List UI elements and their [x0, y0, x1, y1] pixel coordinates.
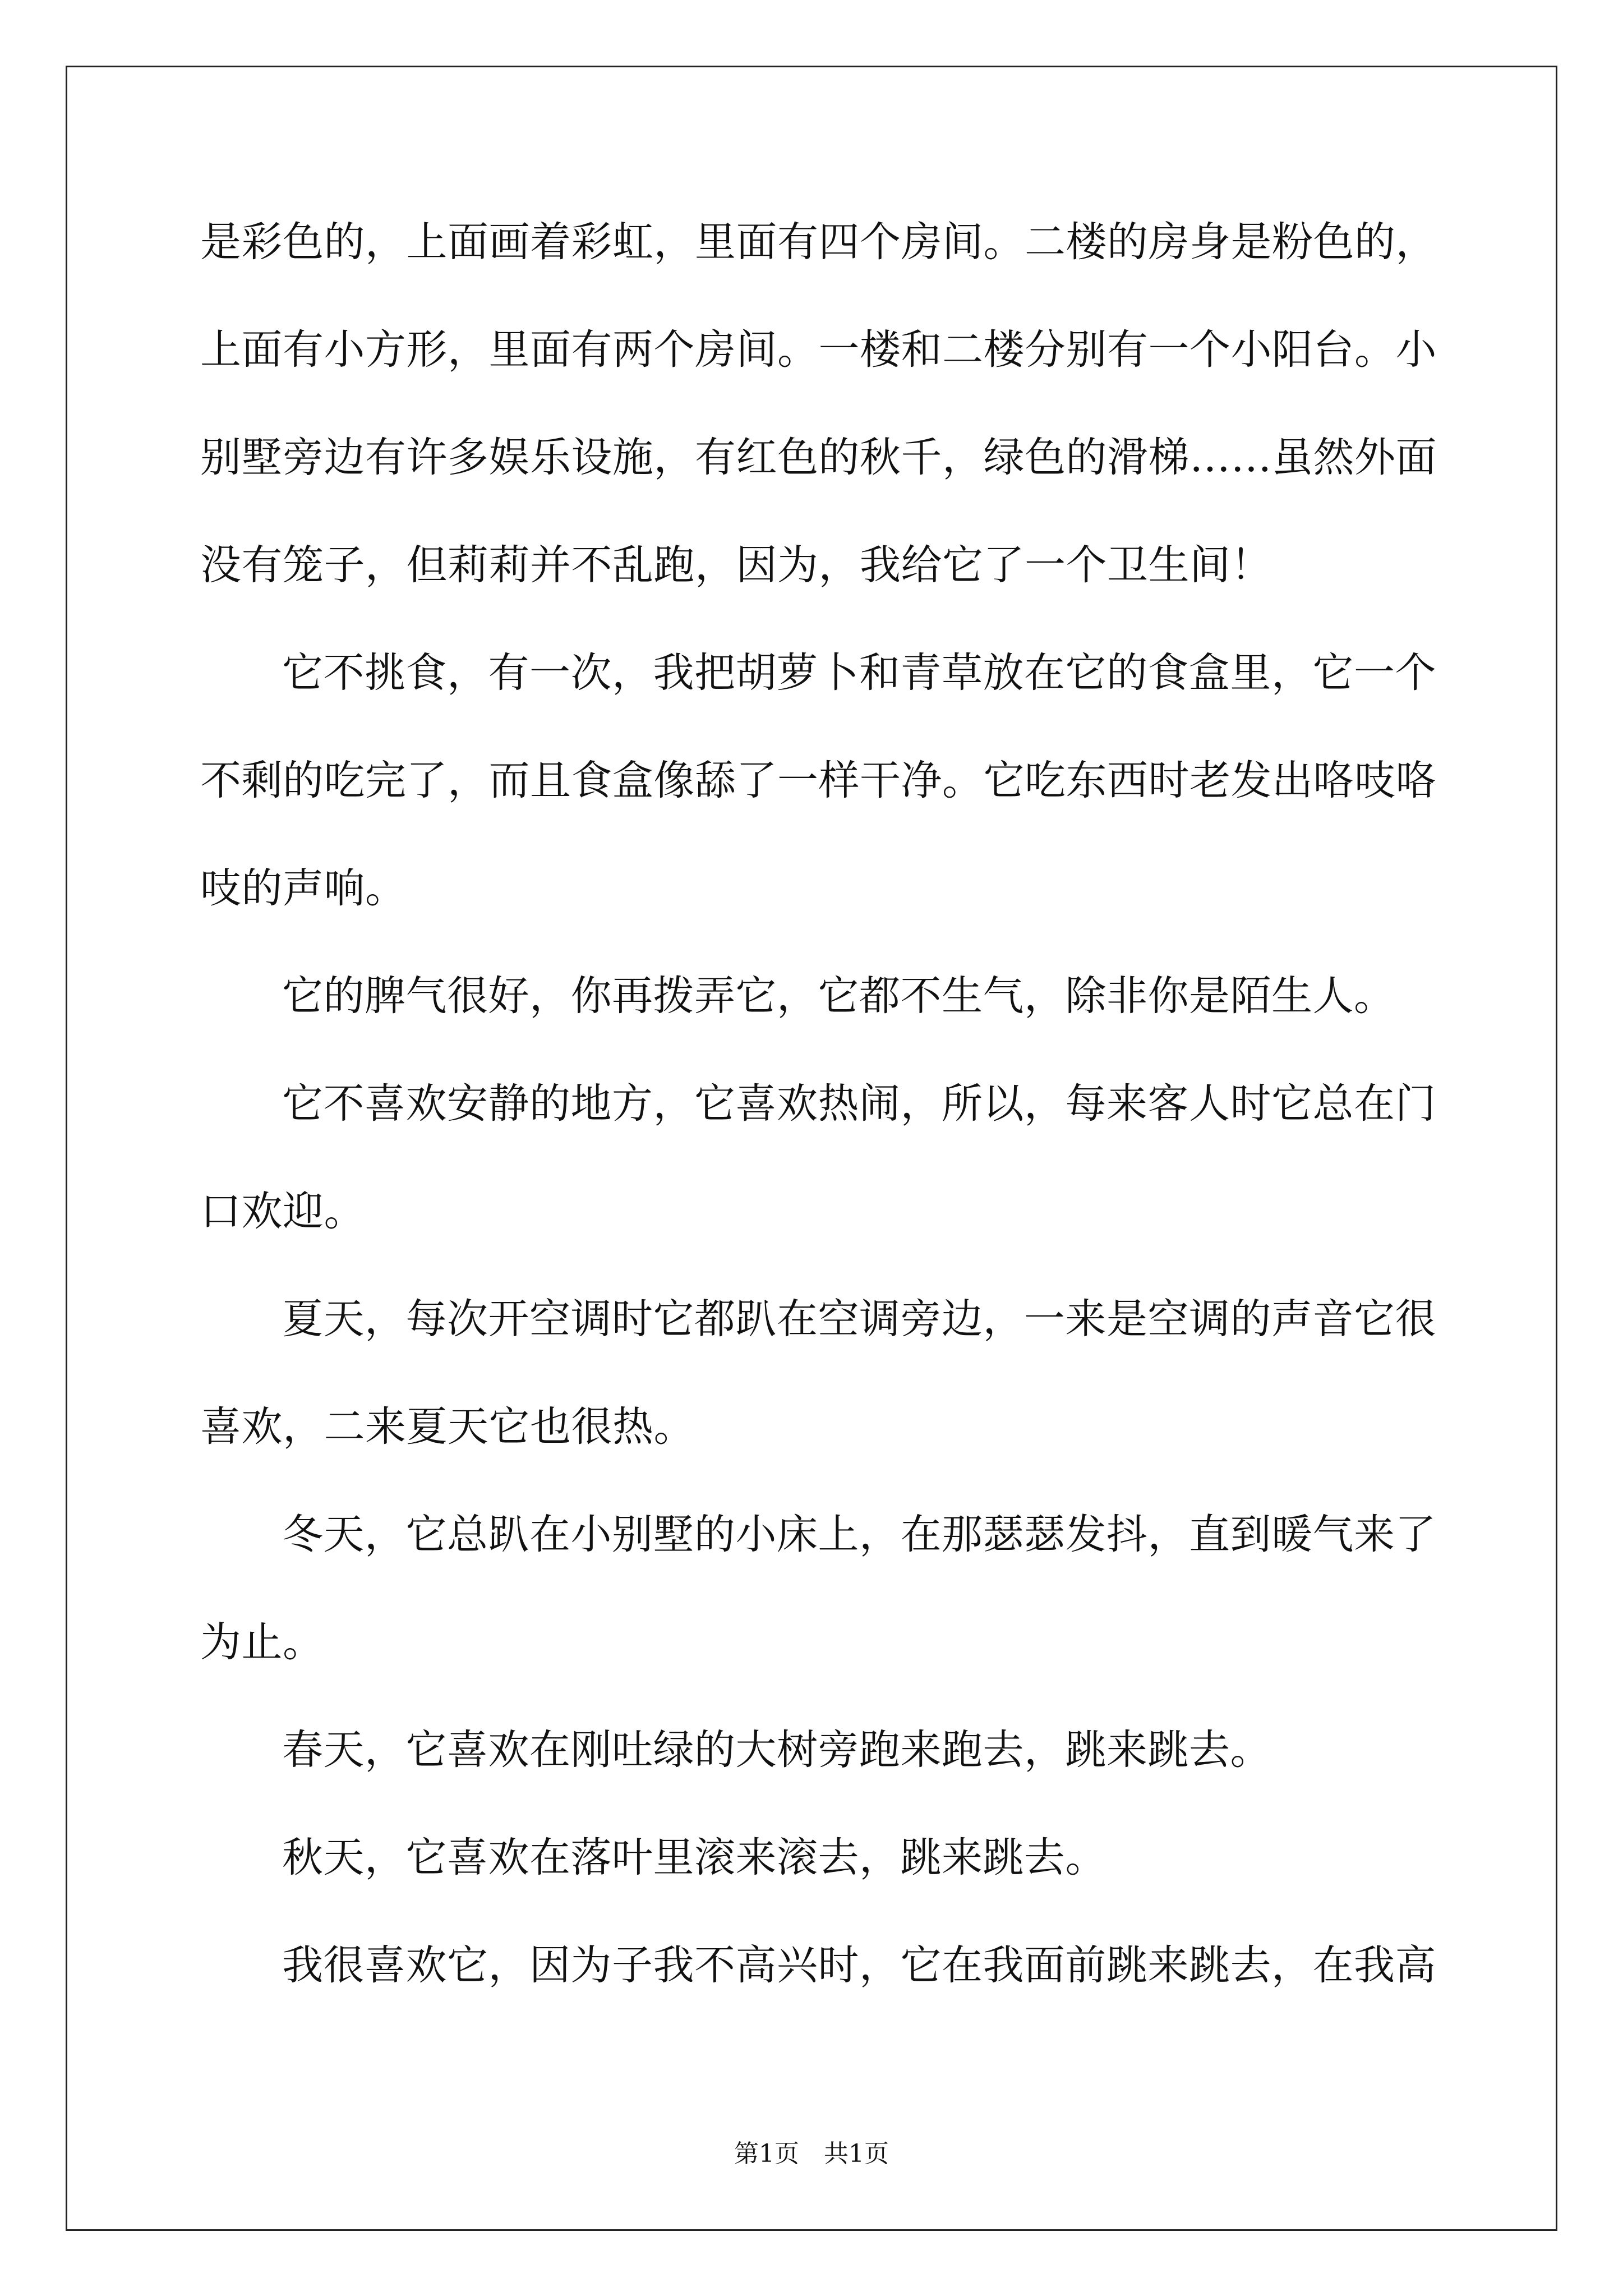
paragraph-first-line: 它的脾气很好，你再拨弄它，它都不生气，除非你是陌生人。 [282, 972, 1395, 1020]
text-line: 是彩色的，上面画着彩虹，里面有四个房间。二楼的房身是粉色的， [200, 218, 1437, 266]
text-line: 没有笼子，但莉莉并不乱跑，因为，我给它了一个卫生间！ [200, 541, 1272, 589]
paragraph-first-line: 春天，它喜欢在刚吐绿的大树旁跑来跑去，跳来跳去。 [282, 1726, 1271, 1774]
page-number-footer: 第1页 共1页 [734, 2139, 889, 2168]
text-line: 别墅旁边有许多娱乐设施，有红色的秋千，绿色的滑梯……虽然外面 [200, 434, 1437, 481]
text-line: 上面有小方形，里面有两个房间。一楼和二楼分别有一个小阳台。小 [200, 326, 1437, 374]
paragraph-first-line: 它不挑食，有一次，我把胡萝卜和青草放在它的食盒里，它一个 [282, 649, 1436, 697]
page-border [66, 66, 1557, 2231]
paragraph-first-line: 夏天，每次开空调时它都趴在空调旁边，一来是空调的声音它很 [282, 1295, 1436, 1343]
paragraph-first-line: 冬天，它总趴在小别墅的小床上，在那瑟瑟发抖，直到暖气来了 [282, 1511, 1436, 1558]
text-line: 口欢迎。 [200, 1188, 365, 1235]
text-line: 为止。 [200, 1618, 324, 1666]
text-line: 不剩的吃完了，而且食盒像舔了一样干净。它吃东西时老发出咯吱咯 [200, 757, 1437, 804]
paragraph-first-line: 秋天，它喜欢在落叶里滚来滚去，跳来跳去。 [282, 1834, 1106, 1881]
paragraph-first-line: 我很喜欢它，因为子我不高兴时，它在我面前跳来跳去，在我高 [282, 1941, 1436, 1989]
text-line: 喜欢，二来夏天它也很热。 [200, 1403, 695, 1451]
paragraph-first-line: 它不喜欢安静的地方，它喜欢热闹，所以，每来客人时它总在门 [282, 1080, 1436, 1128]
text-line: 吱的声响。 [200, 864, 407, 912]
